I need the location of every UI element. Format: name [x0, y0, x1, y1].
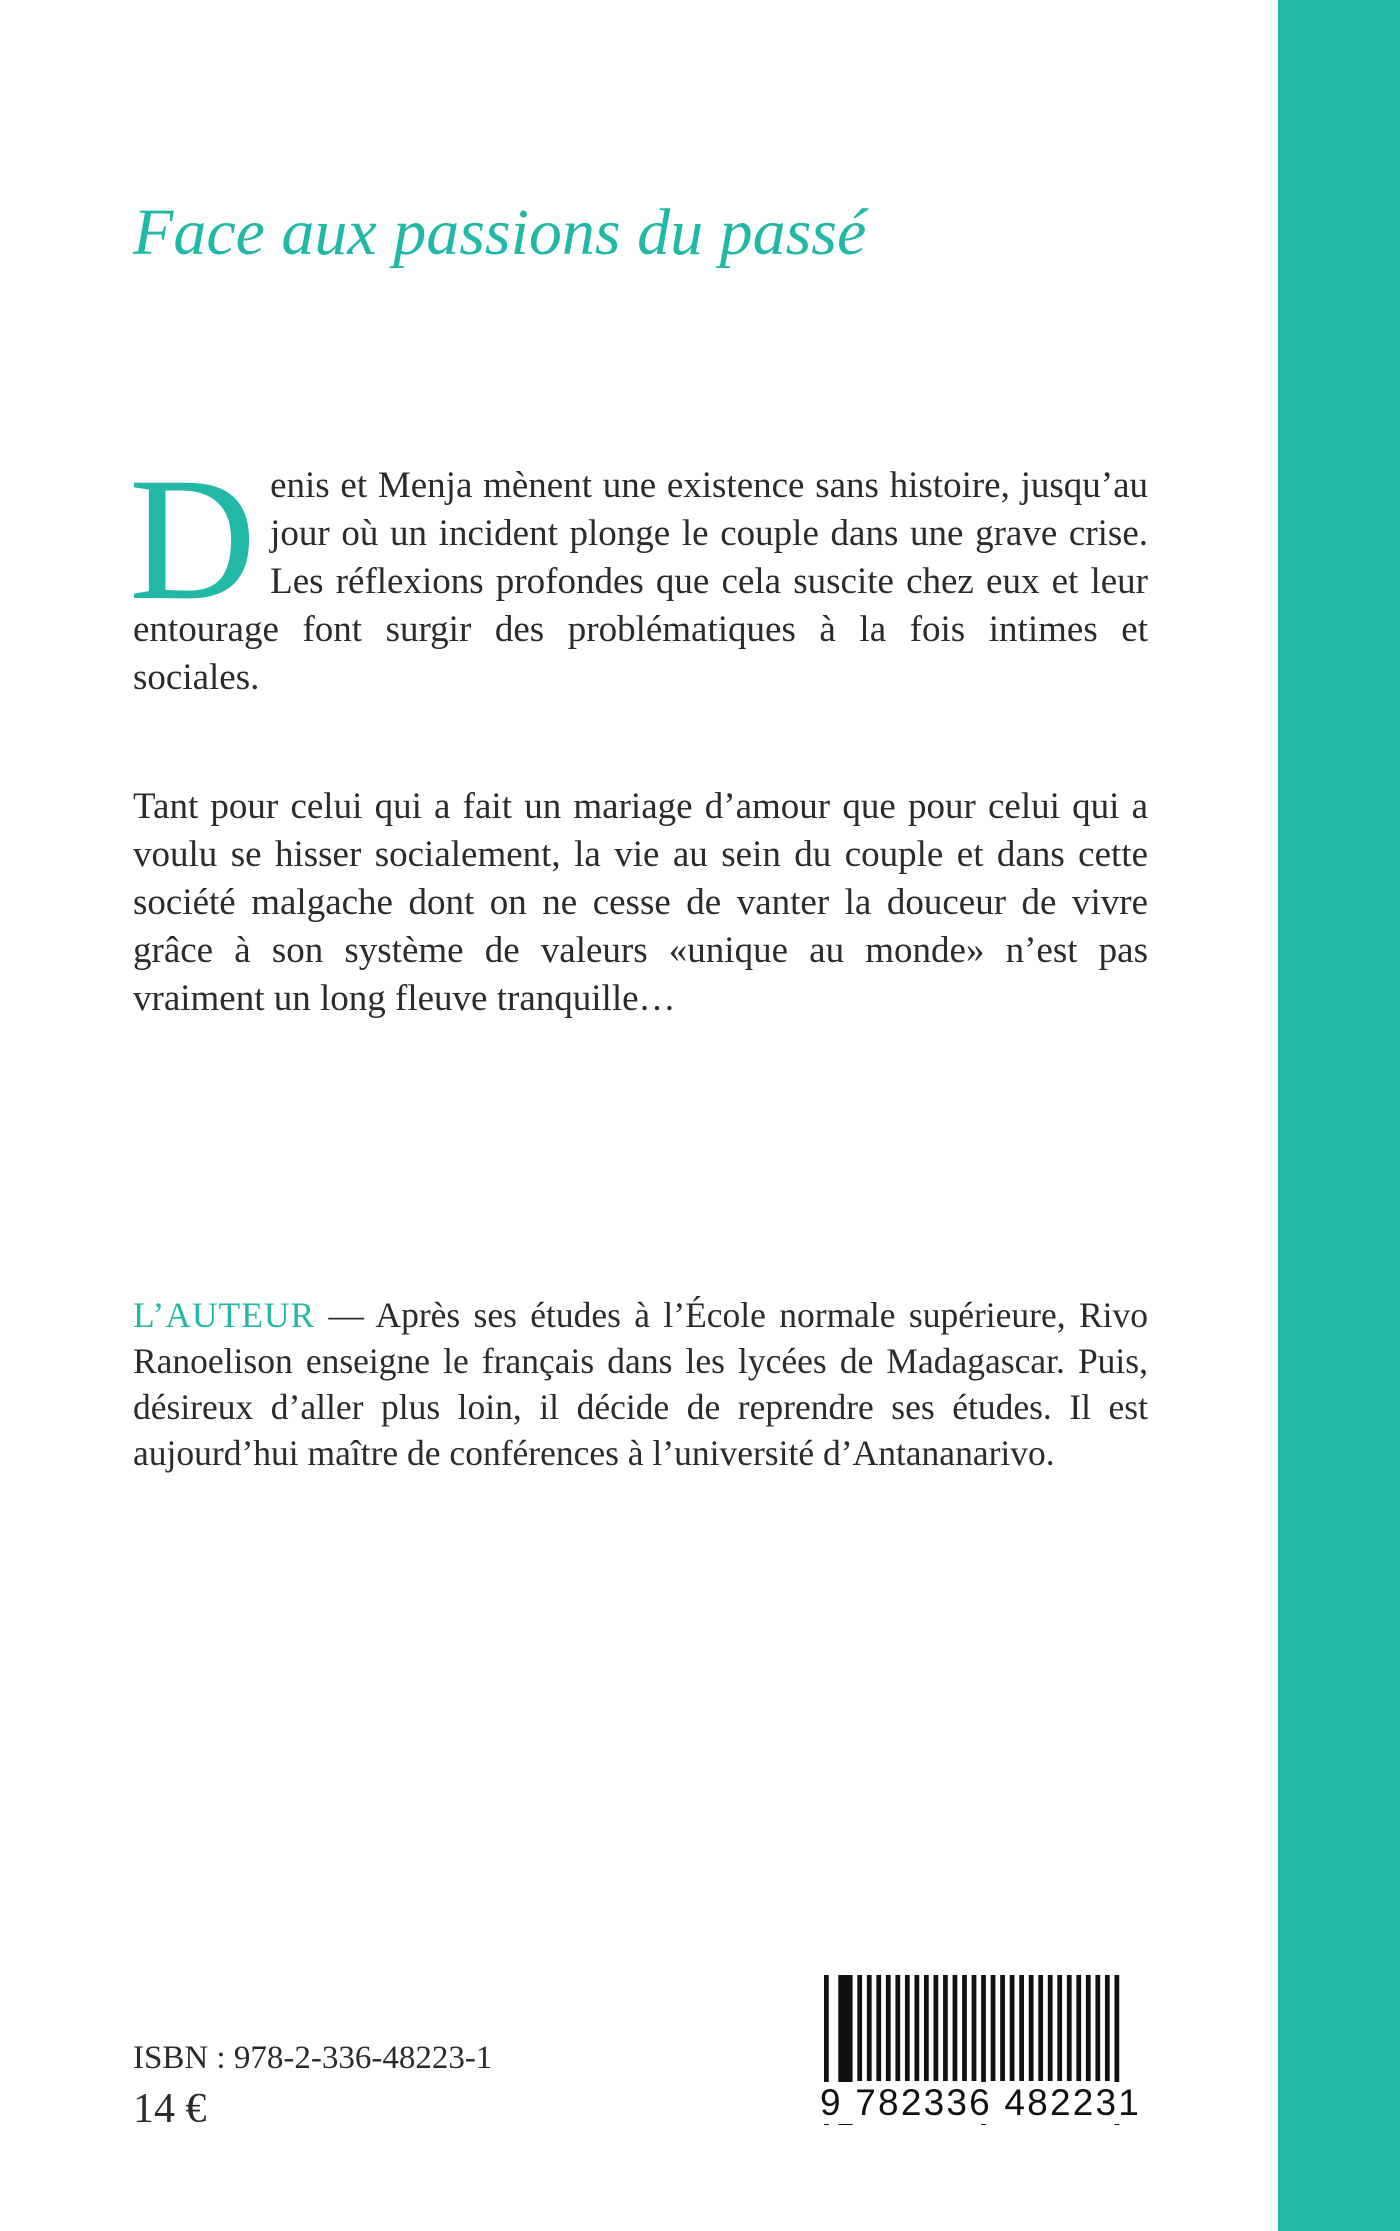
barcode-bar — [895, 1975, 900, 2081]
author-bio-text: — Après ses études à l’École normale supérieure, Rivo Ranoelison enseigne le français dans les lycées de Madagascar. Puis, désireux d’aller plus loin, il décide de reprendre ses études. Il est aujourd’hui maître de conférences à l’université d’Antananarivo. — [133, 1295, 1148, 1473]
drop-cap: D — [129, 442, 257, 637]
barcode-bar — [905, 1975, 910, 2081]
barcode-bar — [1000, 1975, 1005, 2081]
barcode-digits: 9 782336 482231 — [820, 2082, 1142, 2123]
author-bio — [133, 1292, 1148, 1476]
barcode-bar — [1067, 1975, 1072, 2081]
summary-paragraph-1-text: enis et Menja mènent une existence sans histoire, jusqu’au jour où un incident plonge le couple dans une grave crise. Les réflexions profondes que cela suscite chez eux et leur entourage font surgir des problématiques à la fois intimes et sociales. — [133, 465, 1148, 698]
barcode-bar — [914, 1975, 919, 2081]
barcode-bar — [1105, 1975, 1110, 2081]
barcode-bar — [924, 1975, 929, 2081]
barcode-bar — [934, 1975, 939, 2081]
book-title: Face aux passions du passé — [133, 196, 867, 269]
price-text: 14 € — [133, 2086, 207, 2132]
barcode-bar — [876, 1975, 881, 2081]
barcode-bar — [953, 1975, 958, 2081]
author-label: L’AUTEUR — [133, 1295, 316, 1335]
barcode-bar — [1095, 1975, 1100, 2081]
barcode-bar — [943, 1975, 948, 2081]
barcode-bar — [1010, 1975, 1015, 2081]
isbn-text: ISBN : 978-2-336-48223-1 — [133, 2040, 493, 2076]
barcode-bar — [1019, 1975, 1024, 2081]
barcode-bar — [1038, 1975, 1043, 2081]
barcode-bar — [991, 1975, 996, 2081]
barcode-bar — [1048, 1975, 1053, 2081]
barcode-bar — [857, 1975, 862, 2081]
barcode-bar — [867, 1975, 872, 2081]
barcode-bar — [1057, 1975, 1062, 2081]
barcode-bar — [1076, 1975, 1081, 2081]
barcode-bar — [962, 1975, 967, 2081]
barcode-bar — [1029, 1975, 1034, 2081]
barcode-bar — [972, 1975, 977, 2081]
barcode-bar — [886, 1975, 891, 2081]
summary-paragraph-2: Tant pour celui qui a fait un mariage d’amour que pour celui qui a voulu se hisser socialement, la vie au sein du couple et dans cette société malgache dont on ne cesse de vanter la douceur de vivre grâce à son système de valeurs «unique au monde» n’est pas vraiment un long fleuve tranquille… — [133, 786, 1148, 1019]
barcode-bar — [1086, 1975, 1091, 2081]
spine-color-band — [1278, 0, 1400, 2231]
summary-paragraph-1 — [129, 442, 1148, 702]
